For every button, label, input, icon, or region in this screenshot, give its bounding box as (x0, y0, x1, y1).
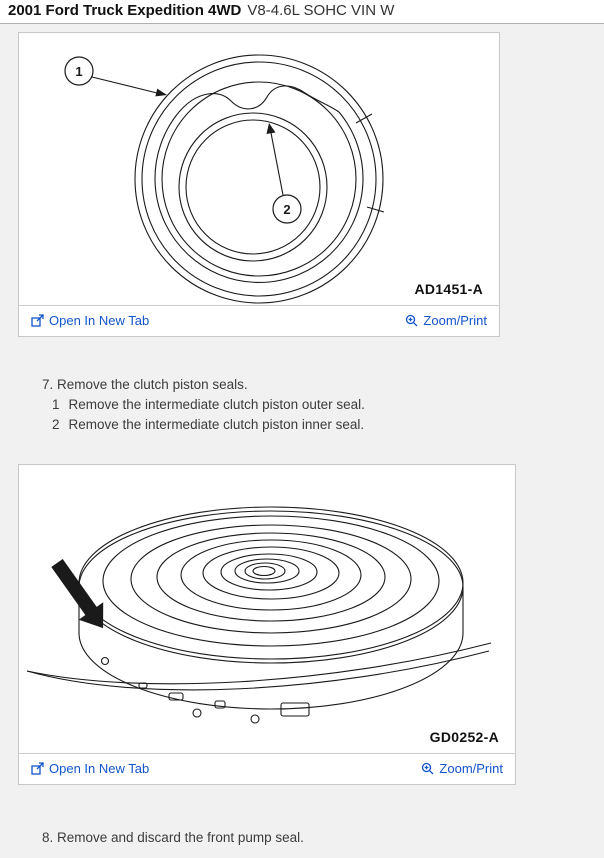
substep-text: Remove the intermediate clutch piston outer seal. (68, 397, 365, 412)
step-8-text: 8. Remove and discard the front pump seal. (42, 830, 304, 845)
figure-toolbar (19, 753, 515, 784)
clutch-piston-drawing (19, 33, 499, 305)
pointer-arrow (51, 559, 103, 628)
figure-reference-label: GD0252-A (429, 729, 499, 745)
figure-panel-front-pump (18, 464, 516, 785)
zoom-plus-icon (405, 314, 418, 327)
zoom-print-link[interactable] (405, 313, 487, 328)
figure-reference-label: AD1451-A (414, 281, 483, 297)
figure-panel-clutch-piston (18, 32, 500, 337)
open-in-new-tab-icon (31, 762, 44, 775)
front-pump-diagram (19, 465, 515, 753)
clutch-piston-diagram (19, 33, 499, 305)
page-header (0, 0, 604, 24)
figure-toolbar (19, 305, 499, 336)
substep-text: Remove the intermediate clutch piston inner seal. (68, 417, 365, 432)
step-7-text: 7. Remove the clutch piston seals. (42, 377, 248, 392)
zoom-print-label: Zoom/Print (423, 313, 487, 328)
substep-number: 1 (52, 397, 60, 412)
open-in-new-tab-link[interactable] (31, 761, 149, 776)
open-in-new-tab-label: Open In New Tab (49, 313, 150, 328)
substep-number: 2 (52, 417, 60, 432)
step-7-substep-2 (52, 417, 604, 432)
step-7-substep-1 (52, 397, 604, 412)
callout-1 (65, 57, 167, 96)
zoom-plus-icon (421, 762, 434, 775)
vehicle-engine-subtitle: V8-4.6L SOHC VIN W (247, 2, 395, 19)
callout-1-number: 1 (75, 64, 83, 79)
vehicle-title: 2001 Ford Truck Expedition 4WD (8, 2, 242, 19)
callout-2-number: 2 (283, 202, 291, 217)
callout-2 (267, 123, 302, 223)
zoom-print-link[interactable] (421, 761, 503, 776)
zoom-print-label: Zoom/Print (439, 761, 503, 776)
front-pump-drawing (19, 465, 515, 753)
open-in-new-tab-icon (31, 314, 44, 327)
content-area (0, 24, 604, 845)
open-in-new-tab-link[interactable] (31, 313, 149, 328)
open-in-new-tab-label: Open In New Tab (49, 761, 150, 776)
